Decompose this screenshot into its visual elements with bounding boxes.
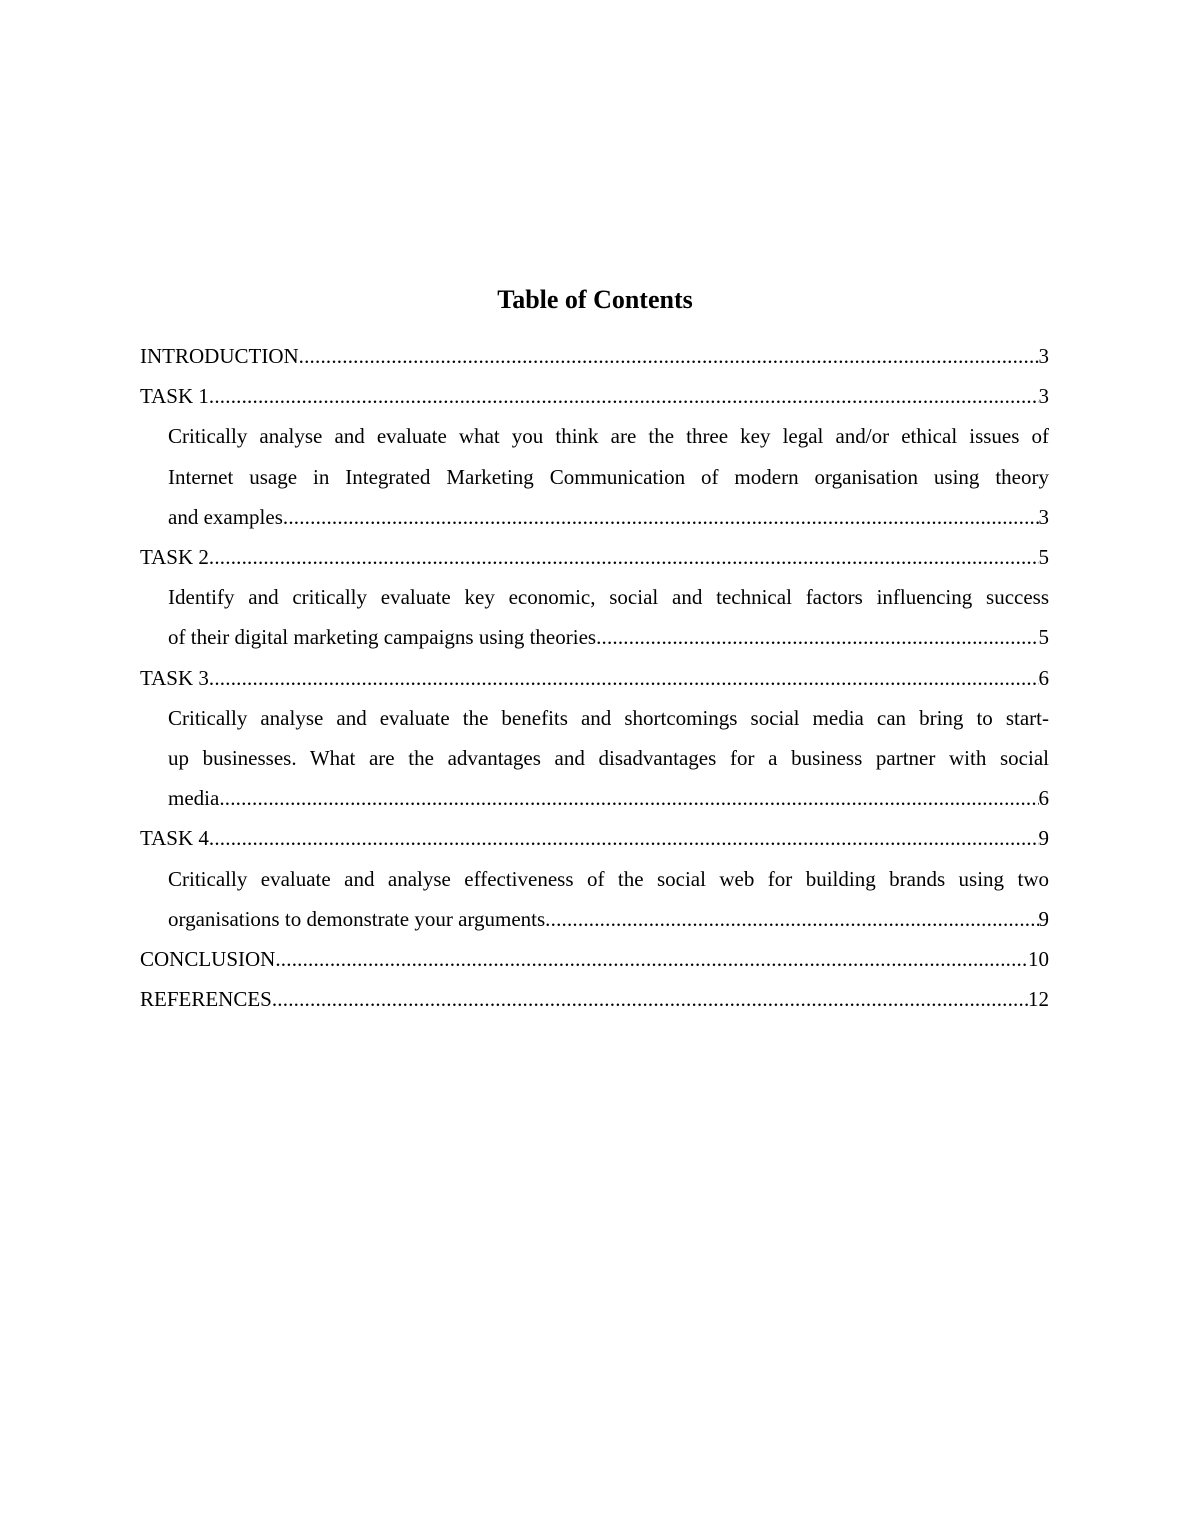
toc-page-number: 3: [1038, 504, 1049, 529]
toc-entry-label: media: [168, 786, 220, 811]
toc-entry-text-line: Critically analyse and evaluate what you think are the three key legal and/or ethical issues of: [168, 424, 1049, 449]
toc-line: [168, 899, 1049, 939]
toc-entry-label: CONCLUSION: [140, 947, 276, 972]
toc-entry-conclusion[interactable]: [140, 939, 1049, 979]
toc-entry-task-2-subsection[interactable]: [168, 577, 1049, 657]
toc-page-number: 5: [1038, 625, 1049, 650]
toc-entry-label: TASK 3: [140, 665, 209, 690]
toc-entry-label: TASK 2: [140, 545, 209, 570]
dot-leader: [209, 658, 1039, 698]
toc-page-number: 6: [1038, 665, 1049, 690]
toc-entry-label: and examples: [168, 504, 283, 529]
toc-entry-references[interactable]: [140, 979, 1049, 1019]
toc-page-number: 12: [1028, 987, 1049, 1012]
toc-line: [140, 818, 1049, 858]
toc-entry-task-1-subsection[interactable]: [168, 416, 1049, 537]
toc-line: [140, 376, 1049, 416]
toc-entry-task-1[interactable]: [140, 376, 1049, 416]
dot-leader: [209, 376, 1039, 416]
toc-line: [140, 336, 1049, 376]
dot-leader: [209, 537, 1039, 577]
toc-entry-label: TASK 1: [140, 384, 209, 409]
dot-leader: [283, 497, 1039, 537]
toc-entry-task-4-subsection[interactable]: [168, 859, 1049, 939]
toc-page-number: 5: [1038, 545, 1049, 570]
toc-page-number: 9: [1038, 906, 1049, 931]
toc-entry-task-4[interactable]: [140, 818, 1049, 858]
toc-line: [140, 537, 1049, 577]
toc-entry-task-3[interactable]: [140, 658, 1049, 698]
dot-leader: [209, 818, 1039, 858]
table-of-contents: [140, 336, 1049, 1019]
toc-page-number: 9: [1038, 826, 1049, 851]
toc-page-number: 3: [1038, 344, 1049, 368]
dot-leader: [596, 617, 1038, 657]
dot-leader: [275, 939, 1028, 979]
toc-title: Table of Contents: [497, 285, 693, 314]
toc-entry-text-line: Internet usage in Integrated Marketing Communication of modern organisation using theory: [168, 464, 1049, 489]
toc-line: [168, 497, 1049, 537]
toc-entry-text-line: up businesses. What are the advantages and disadvantages for a business partner with social: [168, 746, 1049, 771]
toc-entry-task-2[interactable]: [140, 537, 1049, 577]
toc-page-number: 10: [1028, 947, 1049, 972]
toc-line: [140, 939, 1049, 979]
dot-leader: [272, 979, 1028, 1019]
dot-leader: [219, 778, 1038, 818]
toc-entry-label: organisations to demonstrate your arguments: [168, 906, 546, 931]
toc-entry-task-3-subsection[interactable]: [168, 698, 1049, 819]
toc-entry-text-line: Identify and critically evaluate key economic, social and technical factors influencing success: [168, 585, 1049, 610]
toc-entry-label: of their digital marketing campaigns using theories: [168, 625, 597, 650]
dot-leader: [545, 899, 1038, 939]
toc-page-number: 6: [1038, 786, 1049, 811]
toc-entry-label: REFERENCES: [140, 987, 272, 1012]
toc-entry-text-line: Critically evaluate and analyse effectiveness of the social web for building brands using two: [168, 866, 1049, 891]
toc-page-number: 3: [1038, 384, 1049, 409]
toc-line: [140, 979, 1049, 1019]
toc-line: [168, 617, 1049, 657]
toc-line: [168, 778, 1049, 818]
dot-leader: [299, 336, 1039, 376]
toc-line: [140, 658, 1049, 698]
toc-entry-label: INTRODUCTION: [140, 344, 299, 368]
toc-entry-text-line: Critically analyse and evaluate the benefits and shortcomings social media can bring to start-: [168, 705, 1049, 730]
toc-entry-introduction[interactable]: [140, 336, 1049, 376]
toc-entry-label: TASK 4: [140, 826, 209, 851]
